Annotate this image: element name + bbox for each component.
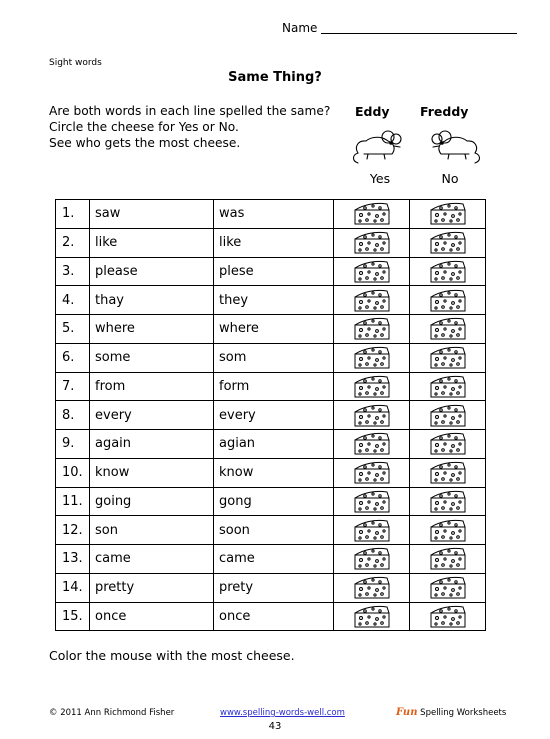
yes-cheese-cell[interactable] bbox=[334, 228, 410, 257]
yes-cheese-cell[interactable] bbox=[334, 372, 410, 401]
no-cheese-cell[interactable] bbox=[410, 372, 486, 401]
cheese-icon bbox=[351, 230, 393, 255]
no-cheese-cell[interactable] bbox=[410, 458, 486, 487]
cheese-icon bbox=[427, 230, 469, 255]
no-cheese-cell[interactable] bbox=[410, 430, 486, 459]
row-number: 10. bbox=[56, 458, 90, 487]
second-word: som bbox=[214, 343, 334, 372]
first-word: like bbox=[90, 228, 214, 257]
table-row bbox=[56, 602, 486, 631]
table-row bbox=[56, 458, 486, 487]
row-number: 3. bbox=[56, 257, 90, 286]
name-label: Name bbox=[282, 21, 318, 35]
instruction-line-1: Are both words in each line spelled the same? bbox=[49, 104, 331, 118]
cheese-icon bbox=[427, 431, 469, 456]
row-number: 9. bbox=[56, 430, 90, 459]
second-word: was bbox=[214, 200, 334, 229]
freddy-mouse-icon bbox=[423, 127, 483, 167]
first-word: son bbox=[90, 516, 214, 545]
cheese-icon bbox=[427, 518, 469, 543]
table-row bbox=[56, 545, 486, 574]
first-word: from bbox=[90, 372, 214, 401]
table-row bbox=[56, 343, 486, 372]
cheese-icon bbox=[351, 288, 393, 313]
footer-copyright: © 2011 Ann Richmond Fisher bbox=[49, 708, 175, 718]
row-number: 4. bbox=[56, 286, 90, 315]
cheese-icon bbox=[351, 575, 393, 600]
table-row bbox=[56, 372, 486, 401]
row-number: 13. bbox=[56, 545, 90, 574]
yes-cheese-cell[interactable] bbox=[334, 430, 410, 459]
first-word: came bbox=[90, 545, 214, 574]
second-word: plese bbox=[214, 257, 334, 286]
yes-cheese-cell[interactable] bbox=[334, 401, 410, 430]
yes-cheese-cell[interactable] bbox=[334, 458, 410, 487]
no-mouse-name: Freddy bbox=[420, 104, 469, 119]
no-cheese-cell[interactable] bbox=[410, 200, 486, 229]
table-row bbox=[56, 228, 486, 257]
instruction-line-3: See who gets the most cheese. bbox=[49, 136, 241, 150]
table-row bbox=[56, 487, 486, 516]
no-cheese-cell[interactable] bbox=[410, 315, 486, 344]
row-number: 7. bbox=[56, 372, 90, 401]
second-word: they bbox=[214, 286, 334, 315]
no-cheese-cell[interactable] bbox=[410, 286, 486, 315]
page-number: 43 bbox=[268, 721, 282, 732]
table-row bbox=[56, 200, 486, 229]
second-word: once bbox=[214, 602, 334, 631]
cheese-icon bbox=[351, 460, 393, 485]
word-table bbox=[55, 199, 486, 631]
table-row bbox=[56, 516, 486, 545]
second-word: soon bbox=[214, 516, 334, 545]
yes-cheese-cell[interactable] bbox=[334, 315, 410, 344]
cheese-icon bbox=[351, 403, 393, 428]
first-word: going bbox=[90, 487, 214, 516]
second-word: where bbox=[214, 315, 334, 344]
first-word: saw bbox=[90, 200, 214, 229]
cheese-icon bbox=[351, 345, 393, 370]
eddy-mouse-icon bbox=[350, 127, 410, 167]
yes-cheese-cell[interactable] bbox=[334, 257, 410, 286]
yes-cheese-cell[interactable] bbox=[334, 602, 410, 631]
row-number: 14. bbox=[56, 573, 90, 602]
name-blank-line bbox=[321, 33, 517, 34]
row-number: 6. bbox=[56, 343, 90, 372]
cheese-icon bbox=[427, 345, 469, 370]
cheese-icon bbox=[427, 489, 469, 514]
no-cheese-cell[interactable] bbox=[410, 602, 486, 631]
cheese-icon bbox=[351, 201, 393, 226]
table-row bbox=[56, 430, 486, 459]
yes-cheese-cell[interactable] bbox=[334, 573, 410, 602]
row-number: 12. bbox=[56, 516, 90, 545]
table-row bbox=[56, 257, 486, 286]
first-word: thay bbox=[90, 286, 214, 315]
no-cheese-cell[interactable] bbox=[410, 516, 486, 545]
second-word: form bbox=[214, 372, 334, 401]
cheese-icon bbox=[351, 518, 393, 543]
first-word: know bbox=[90, 458, 214, 487]
first-word: again bbox=[90, 430, 214, 459]
yes-label: Yes bbox=[369, 171, 391, 186]
row-number: 8. bbox=[56, 401, 90, 430]
no-cheese-cell[interactable] bbox=[410, 401, 486, 430]
yes-mouse-name: Eddy bbox=[355, 104, 390, 119]
second-word: prety bbox=[214, 573, 334, 602]
cheese-icon bbox=[427, 201, 469, 226]
first-word: please bbox=[90, 257, 214, 286]
table-row bbox=[56, 315, 486, 344]
second-word: like bbox=[214, 228, 334, 257]
no-label: No bbox=[441, 171, 459, 186]
no-cheese-cell[interactable] bbox=[410, 573, 486, 602]
cheese-icon bbox=[427, 288, 469, 313]
yes-cheese-cell[interactable] bbox=[334, 343, 410, 372]
cheese-icon bbox=[351, 259, 393, 284]
no-cheese-cell[interactable] bbox=[410, 228, 486, 257]
yes-cheese-cell[interactable] bbox=[334, 286, 410, 315]
second-word: know bbox=[214, 458, 334, 487]
first-word: some bbox=[90, 343, 214, 372]
second-word: every bbox=[214, 401, 334, 430]
second-word: came bbox=[214, 545, 334, 574]
table-row bbox=[56, 573, 486, 602]
no-cheese-cell[interactable] bbox=[410, 257, 486, 286]
first-word: where bbox=[90, 315, 214, 344]
cheese-icon bbox=[427, 575, 469, 600]
instruction-line-2: Circle the cheese for Yes or No. bbox=[49, 120, 239, 134]
cheese-icon bbox=[351, 316, 393, 341]
cheese-icon bbox=[351, 374, 393, 399]
cheese-icon bbox=[427, 546, 469, 571]
row-number: 15. bbox=[56, 602, 90, 631]
cheese-icon bbox=[351, 431, 393, 456]
cheese-icon bbox=[351, 546, 393, 571]
page-title: Same Thing? bbox=[228, 70, 322, 85]
name-field bbox=[282, 21, 517, 35]
footer-brand bbox=[396, 707, 506, 718]
footer-website-link[interactable]: www.spelling-words-well.com bbox=[220, 708, 345, 718]
worksheet-category: Sight words bbox=[49, 58, 102, 68]
second-word: agian bbox=[214, 430, 334, 459]
first-word: pretty bbox=[90, 573, 214, 602]
yes-cheese-cell[interactable] bbox=[334, 200, 410, 229]
brand-name: Spelling Worksheets bbox=[417, 708, 507, 718]
no-cheese-cell[interactable] bbox=[410, 487, 486, 516]
first-word: once bbox=[90, 602, 214, 631]
row-number: 2. bbox=[56, 228, 90, 257]
yes-cheese-cell[interactable] bbox=[334, 487, 410, 516]
row-number: 1. bbox=[56, 200, 90, 229]
cheese-icon bbox=[427, 604, 469, 629]
final-instruction: Color the mouse with the most cheese. bbox=[49, 648, 295, 663]
cheese-icon bbox=[351, 604, 393, 629]
table-row bbox=[56, 401, 486, 430]
row-number: 5. bbox=[56, 315, 90, 344]
row-number: 11. bbox=[56, 487, 90, 516]
cheese-icon bbox=[427, 403, 469, 428]
yes-cheese-cell[interactable] bbox=[334, 545, 410, 574]
cheese-icon bbox=[427, 460, 469, 485]
brand-fun-logo: Fun bbox=[396, 707, 418, 718]
first-word: every bbox=[90, 401, 214, 430]
second-word: gong bbox=[214, 487, 334, 516]
yes-cheese-cell[interactable] bbox=[334, 516, 410, 545]
no-cheese-cell[interactable] bbox=[410, 545, 486, 574]
no-cheese-cell[interactable] bbox=[410, 343, 486, 372]
cheese-icon bbox=[351, 489, 393, 514]
cheese-icon bbox=[427, 374, 469, 399]
cheese-icon bbox=[427, 316, 469, 341]
cheese-icon bbox=[427, 259, 469, 284]
table-row bbox=[56, 286, 486, 315]
